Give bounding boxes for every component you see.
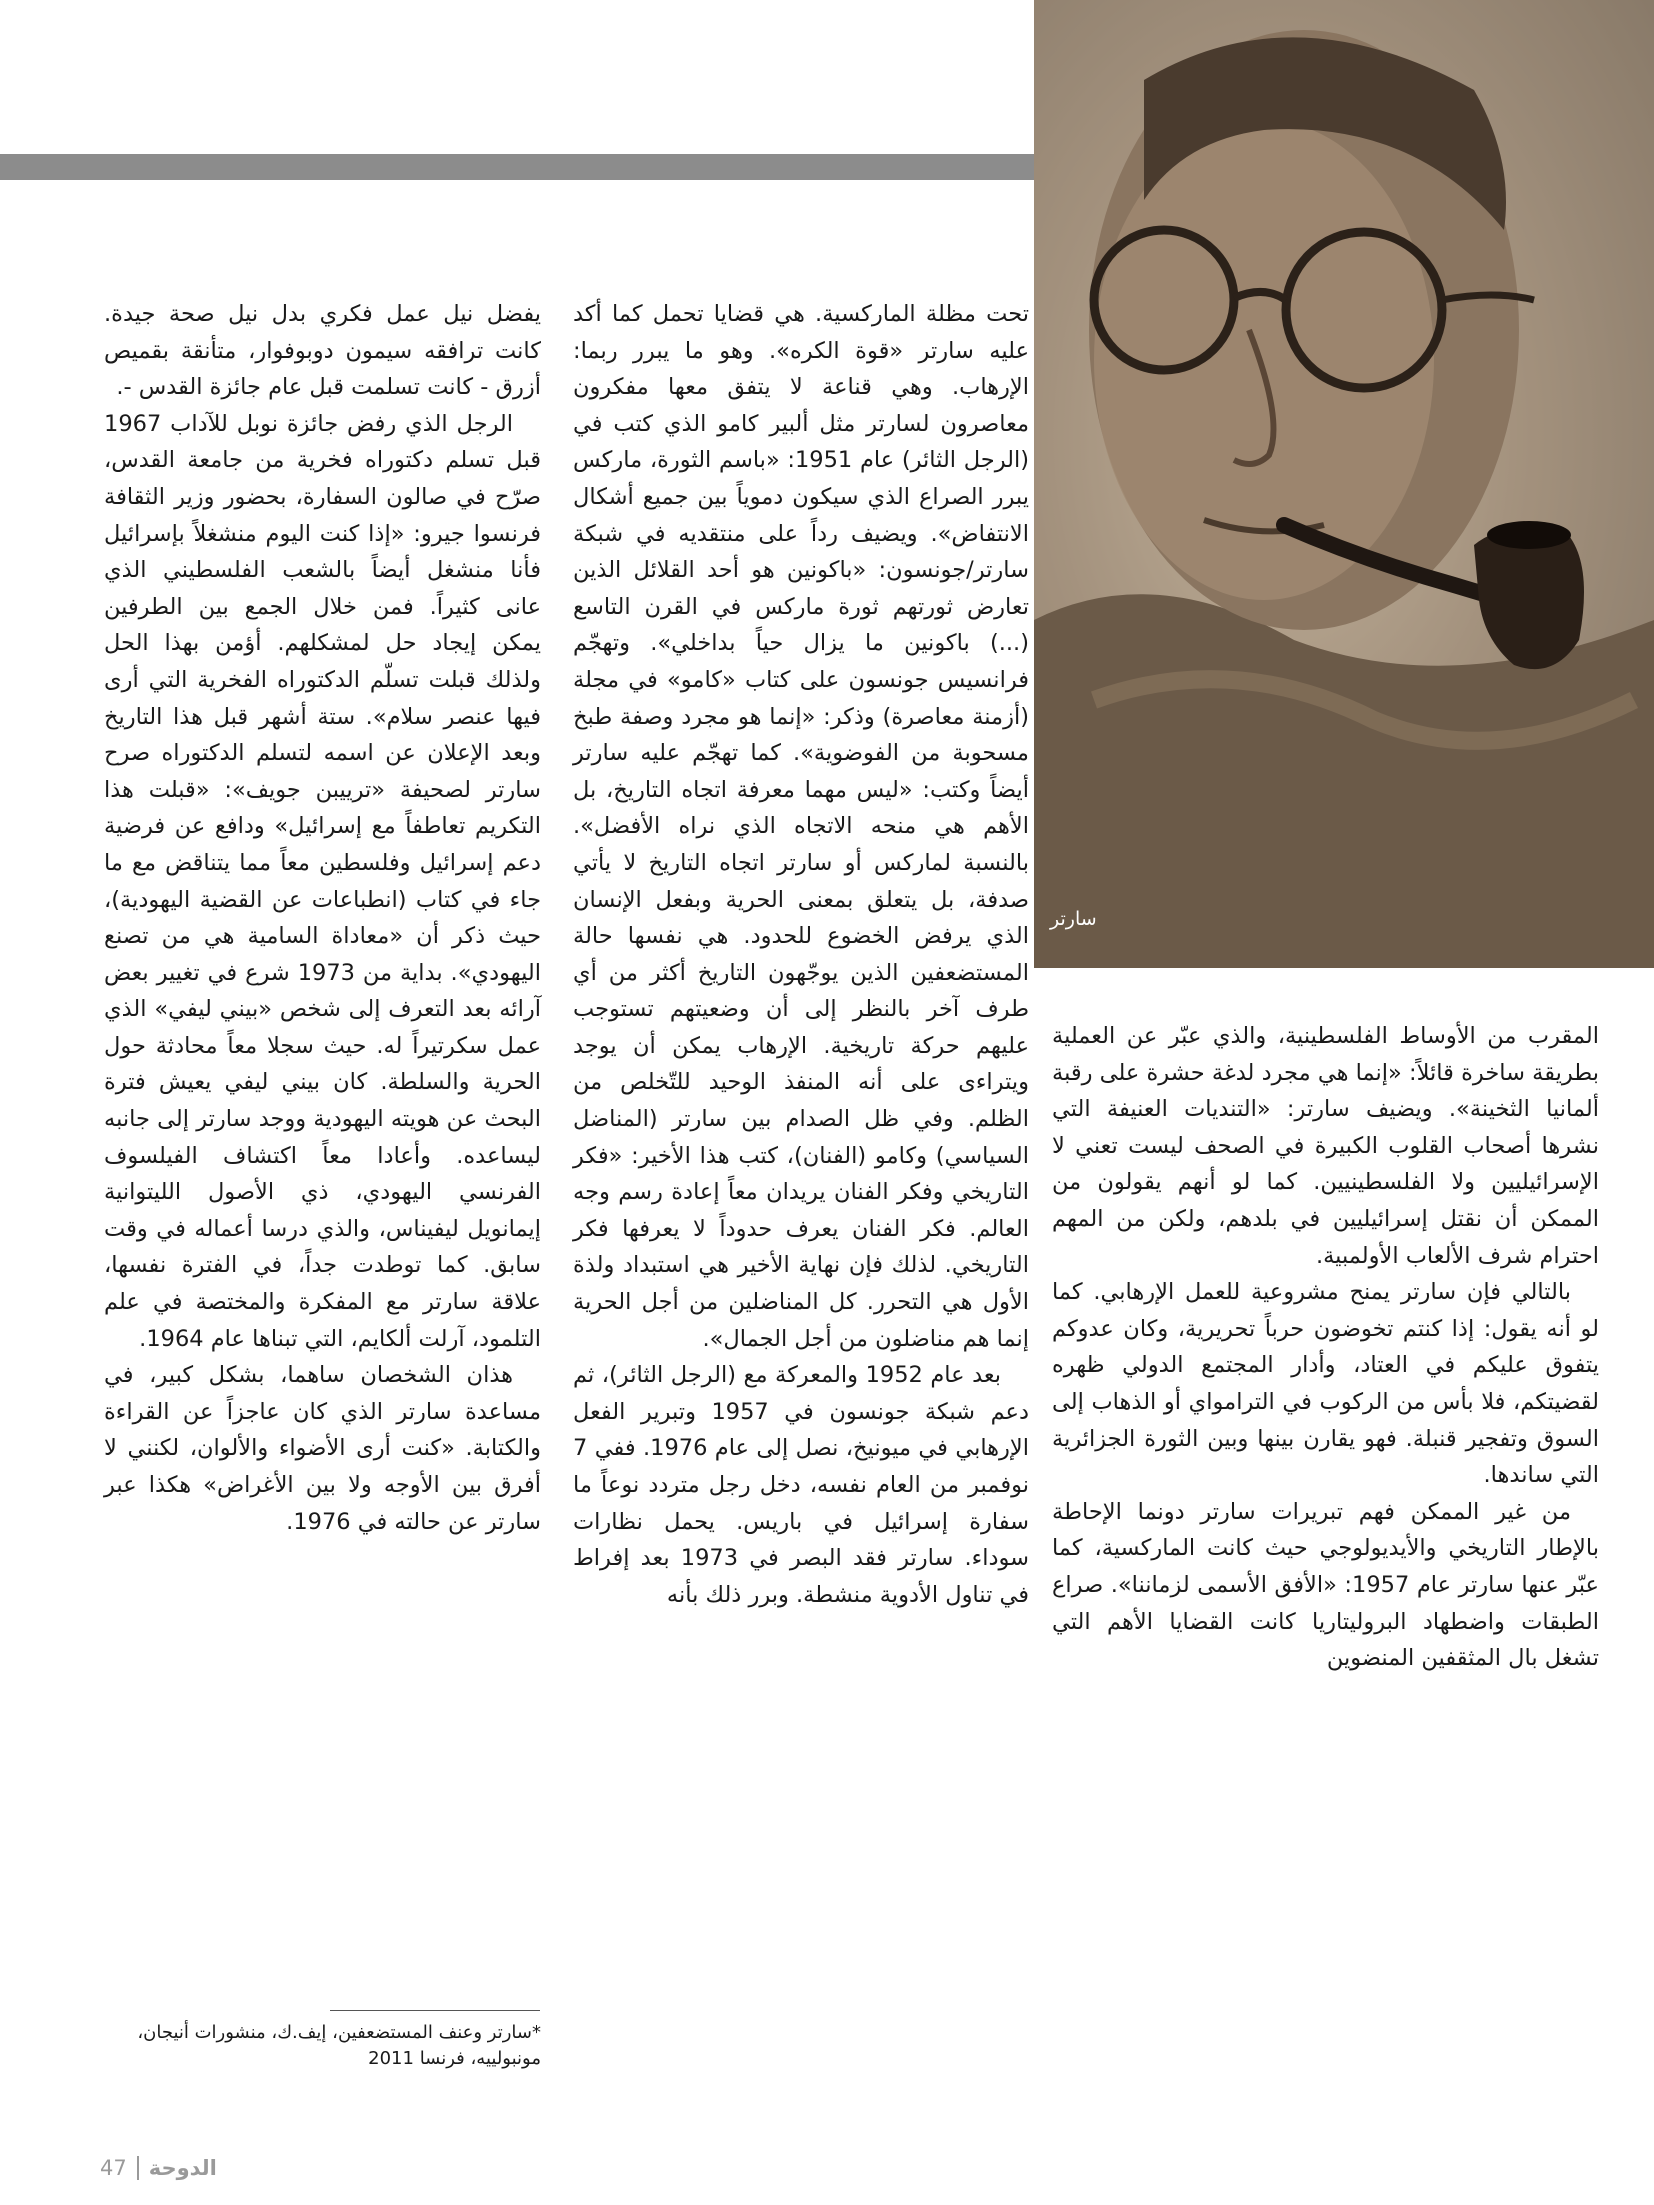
article-column-middle [573, 296, 1029, 1613]
page-footer [100, 2150, 217, 2186]
article-column-right [1052, 1018, 1599, 1677]
paragraph: يفضل نيل عمل فكري بدل نيل صحة جيدة. كانت ترافقه سيمون دوبوفوار، متأنقة بقميص أزرق - كانت تسلمت قبل عام جائزة القدس -. [104, 301, 541, 401]
paragraph: المقرب من الأوساط الفلسطينية، والذي عبّر عن العملية بطريقة ساخرة قائلاً: «إنما هي مجرد لدغة حشرة على رقبة ألمانيا الثخينة». ويضيف سارتر: «التنديات العنيفة التي نشرها أصحاب القلوب الكبيرة في الصحف ليست تعني لا الإسرائيليين ولا الفلسطينيين. كما لو أنهم يقولون من الممكن أن نقتل إسرائيليين في بلدهم، ولكن من المهم احترام شرف الألعاب الأولمبية. [1052, 1023, 1599, 1269]
paragraph: بعد عام 1952 والمعركة مع (الرجل الثائر)، ثم دعم شبكة جونسون في 1957 وتبرير الفعل الإرهابي في ميونيخ، نصل إلى عام 1976. ففي 7 نوفمبر من العام نفسه، دخل رجل متردد نوعاً ما سفارة إسرائيل في باريس. يحمل نظارات سوداء. سارتر فقد البصر في 1973 بعد إفراط في تناول الأدوية منشطة. وبرر ذلك بأنه [573, 1362, 1029, 1608]
portrait-illustration [1034, 0, 1654, 968]
sartre-portrait-photo [1034, 0, 1654, 968]
page-number: 47 [100, 2156, 127, 2180]
footer-separator [137, 2156, 139, 2180]
photo-caption: سارتر [1050, 908, 1097, 930]
header-gray-bar [0, 154, 1036, 180]
paragraph: هذان الشخصان ساهما، بشكل كبير، في مساعدة سارتر الذي كان عاجزاً عن القراءة والكتابة. «كنت أرى الأضواء والألوان، لكنني لا أفرق بين الأوجه ولا بين الأغراض» هكذا عبر سارتر عن حالته في 1976. [104, 1362, 541, 1535]
paragraph: تحت مظلة الماركسية. هي قضايا تحمل كما أكد عليه سارتر «قوة الكره». وهو ما يبرر ربما: الإرهاب. وهي قناعة لا يتفق معها مفكرون معاصرون لسارتر مثل ألبير كامو الذي كتب في (الرجل الثائر) عام 1951: «باسم الثورة، ماركس يبرر الصراع الذي سيكون دموياً بين جميع أشكال الانتفاض». ويضيف رداً على منتقديه في شبكة سارتر/جونسون: «باكونين هو أحد القلائل الذين تعارض ثورتهم ثورة ماركس في القرن التاسع (...) باكونين ما يزال حياً بداخلي». وتهجّم فرانسيس جونسون على كتاب «كامو» في مجلة (أزمنة معاصرة) وذكر: «إنما هو مجرد وصفة طبخ مسحوبة من الفوضوية». كما تهجّم عليه سارتر أيضاً وكتب: «ليس مهما معرفة اتجاه التاريخ، بل الأهم هي منحه الاتجاه الذي نراه الأفضل». بالنسبة لماركس أو سارتر اتجاه التاريخ لا يأتي صدفة، بل يتعلق بمعنى الحرية وبفعل الإنسان الذي يرفض الخضوع للحدود. هي نفسها حالة المستضعفين الذين يوجّهون التاريخ أكثر من أي طرف آخر بالنظر إلى أن وضعيتهم تستوجب عليهم حركة تاريخية. الإرهاب يمكن أن يوجد ويتراءى على أنه المنفذ الوحيد للتّخلص من الظلم. وفي ظل الصدام بين سارتر (المناضل السياسي) وكامو (الفنان)، كتب هذا الأخير: «فكر التاريخي وفكر الفنان يريدان معاً إعادة رسم وجه العالم. فكر الفنان يعرف حدوداً لا يعرفها فكر التاريخي. لذلك فإن نهاية الأخير هي استبداد ولذة الأول هي التحرر. كل المناضلين من أجل الحرية إنما هم مناضلون من أجل الجمال». [573, 301, 1029, 1352]
magazine-name: الدوحة [148, 2156, 217, 2180]
article-column-left [104, 296, 541, 1540]
footnote-divider [330, 2010, 540, 2011]
paragraph: من غير الممكن فهم تبريرات سارتر دونما الإحاطة بالإطار التاريخي والأيديولوجي حيث كانت الماركسية، كما عبّر عنها سارتر عام 1957: «الأفق الأسمى لزماننا». صراع الطبقات واضطهاد البروليتاريا كانت القضايا الأهم التي تشغل بال المثقفين المنضوين [1052, 1498, 1599, 1672]
paragraph: بالتالي فإن سارتر يمنح مشروعية للعمل الإرهابي. كما لو أنه يقول: إذا كنتم تخوضون حرباً تحريرية، وكان عدوكم يتفوق عليكم في العتاد، وأدار المجتمع الدولي ظهره لقضيتكم، فلا بأس من الركوب في الترامواي أو الذهاب إلى السوق وتفجير قنبلة. فهو يقارن بينها وبين الثورة الجزائرية التي ساندها. [1052, 1279, 1599, 1489]
paragraph: الرجل الذي رفض جائزة نوبل للآداب 1967 قبل تسلم دكتوراه فخرية من جامعة القدس، صرّح في صالون السفارة، بحضور وزير الثقافة فرنسوا جيرو: «إذا كنت اليوم منشغلاً بإسرائيل فأنا منشغل أيضاً بالشعب الفلسطيني الذي عانى كثيراً. فمن خلال الجمع بين الطرفين يمكن إيجاد حل لمشكلهم. أؤمن بهذا الحل ولذلك قبلت تسلّم الدكتوراه الفخرية التي أرى فيها عنصر سلام». ستة أشهر قبل هذا التاريخ وبعد الإعلان عن اسمه لتسلم الدكتوراه صرح سارتر لصحيفة «ترييبن جويف»: «قبلت هذا التكريم تعاطفاً مع إسرائيل» ودافع عن فرضية دعم إسرائيل وفلسطين معاً مما يتناقض مع ما جاء في كتاب (انطباعات عن القضية اليهودية)، حيث ذكر أن «معاداة السامية هي من تصنع اليهودي». بداية من 1973 شرع في تغيير بعض آرائه بعد التعرف إلى شخص «بيني ليفي» الذي عمل سكرتيراً له. حيث سجلا معاً محادثة حول الحرية والسلطة. كان بيني ليفي يعيش فترة البحث عن هويته اليهودية ووجد سارتر إلى جانبه ليساعده. وأعادا معاً اكتشاف الفيلسوف الفرنسي اليهودي، ذي الأصول الليتوانية إيمانويل ليفيناس، والذي درسا أعماله في وقت سابق. كما توطدت جداً، في الفترة نفسها، علاقة سارتر مع المفكرة والمختصة في علم التلمود، آرلت ألكايم، التي تبناها عام 1964. [104, 410, 541, 1352]
footnote: *سارتر وعنف المستضعفين، إيف.ك، منشورات أنيجان، مونبولييه، فرنسا 2011 [137, 2022, 541, 2069]
